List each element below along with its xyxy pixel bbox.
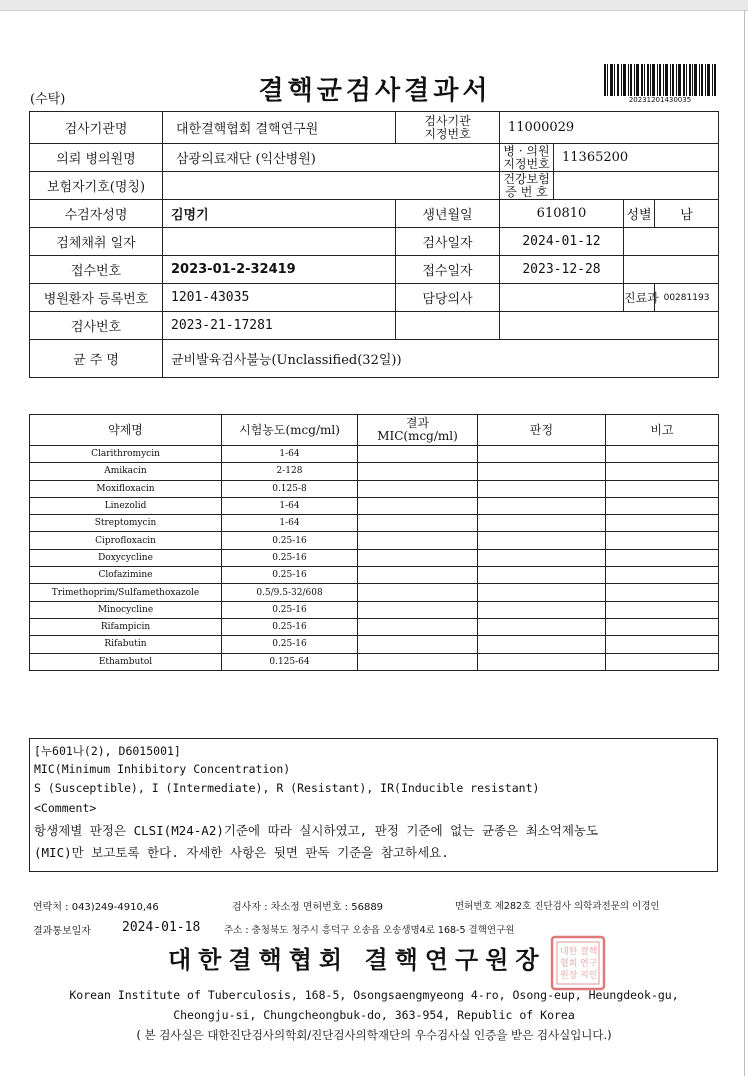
drug-remark xyxy=(606,567,719,584)
drug-mic xyxy=(358,446,478,463)
institution-value: 대한결핵협회 결핵연구원 xyxy=(163,112,396,144)
drug-mic xyxy=(358,584,478,601)
drug-row xyxy=(30,446,719,463)
drug-name: Ciprofloxacin xyxy=(30,532,222,549)
clinic-code-value: 11365200 xyxy=(554,144,719,172)
notes-comment-1: 항생제별 판정은 CLSI(M24-A2)기준에 따라 실시하였고, 판정 기준에 없는 균종은 최소억제농도 xyxy=(34,823,599,838)
drug-judgment xyxy=(478,549,606,566)
barcode-icon xyxy=(604,64,716,96)
drug-mic xyxy=(358,549,478,566)
species-value: 균비발육검사불능(Unclassified(32일)) xyxy=(163,340,719,378)
drug-concentration: 0.25-16 xyxy=(222,601,358,618)
requester-label: 의뢰 병의원명 xyxy=(30,144,163,172)
drug-name: Amikacin xyxy=(30,463,222,480)
drug-mic xyxy=(358,618,478,635)
drug-judgment xyxy=(478,567,606,584)
drug-concentration: 1-64 xyxy=(222,515,358,532)
drug-table xyxy=(29,414,719,671)
drug-mic xyxy=(358,480,478,497)
drug-row xyxy=(30,601,719,618)
header-remark: 비고 xyxy=(606,415,719,446)
drug-judgment xyxy=(478,497,606,514)
drug-name: Clarithromycin xyxy=(30,446,222,463)
svg-text:연구: 연구 xyxy=(580,959,598,969)
birth-label: 생년월일 xyxy=(396,200,500,228)
drug-mic xyxy=(358,636,478,653)
drug-remark xyxy=(606,480,719,497)
drug-concentration: 0.25-16 xyxy=(222,636,358,653)
svg-text:원장: 원장 xyxy=(560,971,578,981)
header-judgment: 판정 xyxy=(478,415,606,446)
drug-row xyxy=(30,532,719,549)
notes-comment-2: (MIC)만 보고토록 한다. 자세한 사항은 뒷면 판독 기준을 참고하세요. xyxy=(34,845,449,860)
report-date-value: 2024-01-18 xyxy=(122,920,201,935)
tester: 검사자 : 차소정 면허번호 : 56889 xyxy=(232,902,384,913)
drug-remark xyxy=(606,532,719,549)
svg-text:협회: 협회 xyxy=(560,959,578,969)
drug-row xyxy=(30,636,719,653)
header-mic: 결과 MIC(mcg/ml) xyxy=(358,415,478,446)
drug-judgment xyxy=(478,532,606,549)
drug-concentration: 2-128 xyxy=(222,463,358,480)
drug-mic xyxy=(358,463,478,480)
requester-value: 삼광의료재단 (익산병원) xyxy=(163,144,500,172)
drug-row xyxy=(30,480,719,497)
english-address-1: Korean Institute of Tuberculosis, 168-5, Osongsaengmyeong 4-ro, Osong-eup, Heungdeok-gu, xyxy=(69,988,679,1002)
drug-name: Clofazimine xyxy=(30,567,222,584)
document-title: 결핵균검사결과서 xyxy=(258,76,492,106)
official-seal-icon xyxy=(550,935,606,991)
drug-concentration: 1-64 xyxy=(222,497,358,514)
drug-concentration: 0.125-8 xyxy=(222,480,358,497)
empty-cell xyxy=(396,312,500,340)
drug-concentration: 0.25-16 xyxy=(222,618,358,635)
header-concentration: 시험농도(mcg/ml) xyxy=(222,415,358,446)
drug-mic xyxy=(358,653,478,670)
window-top-bar xyxy=(0,0,748,11)
drug-concentration: 0.5/9.5-32/608 xyxy=(222,584,358,601)
hospital-reg-label: 병원환자 등록번호 xyxy=(30,284,163,312)
dept-label: 진료과 xyxy=(624,284,655,312)
drug-name: Rifampicin xyxy=(30,618,222,635)
drug-mic xyxy=(358,567,478,584)
empty-cell xyxy=(624,228,719,256)
dept-value: 00281193 xyxy=(655,284,719,312)
drug-remark xyxy=(606,584,719,601)
drug-judgment xyxy=(478,463,606,480)
receipt-no-label: 접수번호 xyxy=(30,256,163,284)
test-no-label: 검사번호 xyxy=(30,312,163,340)
drug-judgment xyxy=(478,480,606,497)
doctor-label: 담당의사 xyxy=(396,284,500,312)
drug-remark xyxy=(606,549,719,566)
receipt-no-value: 2023-01-2-32419 xyxy=(163,256,396,284)
drug-remark xyxy=(606,653,719,670)
organization-name: 대한결핵협회 결핵연구원장 xyxy=(168,945,546,974)
insured-label: 보험자기호(명칭) xyxy=(30,172,163,200)
notes-comment-heading: <Comment> xyxy=(34,801,97,815)
notes-code: [누601나(2), D6015001] xyxy=(34,744,181,758)
certification-note: ( 본 검사실은 대한진단검사의학회/진단검사의학재단의 우수검사실 인증을 받은 검사실입니다.) xyxy=(136,1028,612,1042)
drug-judgment xyxy=(478,515,606,532)
drug-judgment xyxy=(478,446,606,463)
drug-concentration: 0.25-16 xyxy=(222,532,358,549)
drug-name: Streptomycin xyxy=(30,515,222,532)
contact: 연락처 : 043)249-4910,46 xyxy=(33,902,159,913)
barcode-number: 20231201430035 xyxy=(628,96,692,104)
insured-value xyxy=(163,172,500,200)
header-drug: 약제명 xyxy=(30,415,222,446)
health-insurance-label: 건강보험 증 번 호 xyxy=(500,172,554,200)
empty-cell xyxy=(624,256,719,284)
doctor-value xyxy=(500,284,624,312)
drug-name: Minocycline xyxy=(30,601,222,618)
institution-code-value: 11000029 xyxy=(500,112,719,144)
drug-row xyxy=(30,463,719,480)
drug-concentration: 0.125-64 xyxy=(222,653,358,670)
patient-info-table xyxy=(29,111,719,378)
drug-remark xyxy=(606,601,719,618)
sex-value: 남 xyxy=(655,200,719,228)
drug-name: Ethambutol xyxy=(30,653,222,670)
drug-row xyxy=(30,497,719,514)
drug-remark xyxy=(606,446,719,463)
receipt-date-value: 2023-12-28 xyxy=(500,256,624,284)
drug-mic xyxy=(358,601,478,618)
patient-name-label: 수검자성명 xyxy=(30,200,163,228)
drug-row xyxy=(30,549,719,566)
license: 면허번호 제282호 진단검사 의학과전문의 이경인 xyxy=(455,901,660,912)
institution-code-label: 검사기관 지정번호 xyxy=(396,112,500,144)
drug-name: Trimethoprim/Sulfamethoxazole xyxy=(30,584,222,601)
drug-name: Doxycycline xyxy=(30,549,222,566)
drug-remark xyxy=(606,618,719,635)
drug-name: Moxifloxacin xyxy=(30,480,222,497)
drug-mic xyxy=(358,515,478,532)
drug-name: Rifabutin xyxy=(30,636,222,653)
test-no-value: 2023-21-17281 xyxy=(163,312,396,340)
drug-remark xyxy=(606,636,719,653)
drug-judgment xyxy=(478,636,606,653)
drug-judgment xyxy=(478,653,606,670)
drug-concentration: 0.25-16 xyxy=(222,549,358,566)
drug-judgment xyxy=(478,584,606,601)
sex-label: 성별 xyxy=(624,200,655,228)
drug-row xyxy=(30,653,719,670)
drug-row xyxy=(30,618,719,635)
drug-judgment xyxy=(478,618,606,635)
drug-concentration: 1-64 xyxy=(222,446,358,463)
notes-legend: S (Susceptible), I (Intermediate), R (Resistant), IR(Inducible resistant) xyxy=(34,781,540,795)
patient-name-value: 김명기 xyxy=(163,200,396,228)
drug-row xyxy=(30,584,719,601)
report-date-label: 결과통보일자 xyxy=(33,926,91,937)
notes-box xyxy=(29,738,718,872)
svg-text:지인: 지인 xyxy=(580,971,598,981)
collection-date-label: 검체채취 일자 xyxy=(30,228,163,256)
drug-concentration: 0.25-16 xyxy=(222,567,358,584)
hospital-reg-value: 1201-43035 xyxy=(163,284,396,312)
collection-date-value xyxy=(163,228,396,256)
receipt-date-label: 접수일자 xyxy=(396,256,500,284)
empty-cell xyxy=(500,312,719,340)
test-date-value: 2024-01-12 xyxy=(500,228,624,256)
drug-remark xyxy=(606,463,719,480)
page-edge xyxy=(744,10,745,1076)
test-date-label: 검사일자 xyxy=(396,228,500,256)
drug-name: Linezolid xyxy=(30,497,222,514)
drug-remark xyxy=(606,515,719,532)
birth-value: 610810 xyxy=(500,200,624,228)
english-address-2: Cheongju-si, Chungcheongbuk-do, 363-954, Republic of Korea xyxy=(173,1008,575,1022)
consignment-label: (수탁) xyxy=(30,92,66,107)
clinic-code-label: 병 · 의원 지정번호 xyxy=(500,144,554,172)
address: 주소 : 충청북도 청주시 흥덕구 오송읍 오송생명4로 168-5 결핵연구원 xyxy=(224,925,515,936)
svg-text:결핵: 결핵 xyxy=(580,947,598,957)
drug-row xyxy=(30,567,719,584)
institution-label: 검사기관명 xyxy=(30,112,163,144)
drug-mic xyxy=(358,497,478,514)
svg-text:대한: 대한 xyxy=(560,947,578,957)
health-insurance-value xyxy=(554,172,719,200)
drug-mic xyxy=(358,532,478,549)
notes-mic-definition: MIC(Minimum Inhibitory Concentration) xyxy=(34,762,291,776)
drug-remark xyxy=(606,497,719,514)
species-label: 균 주 명 xyxy=(30,340,163,378)
drug-judgment xyxy=(478,601,606,618)
drug-row xyxy=(30,515,719,532)
